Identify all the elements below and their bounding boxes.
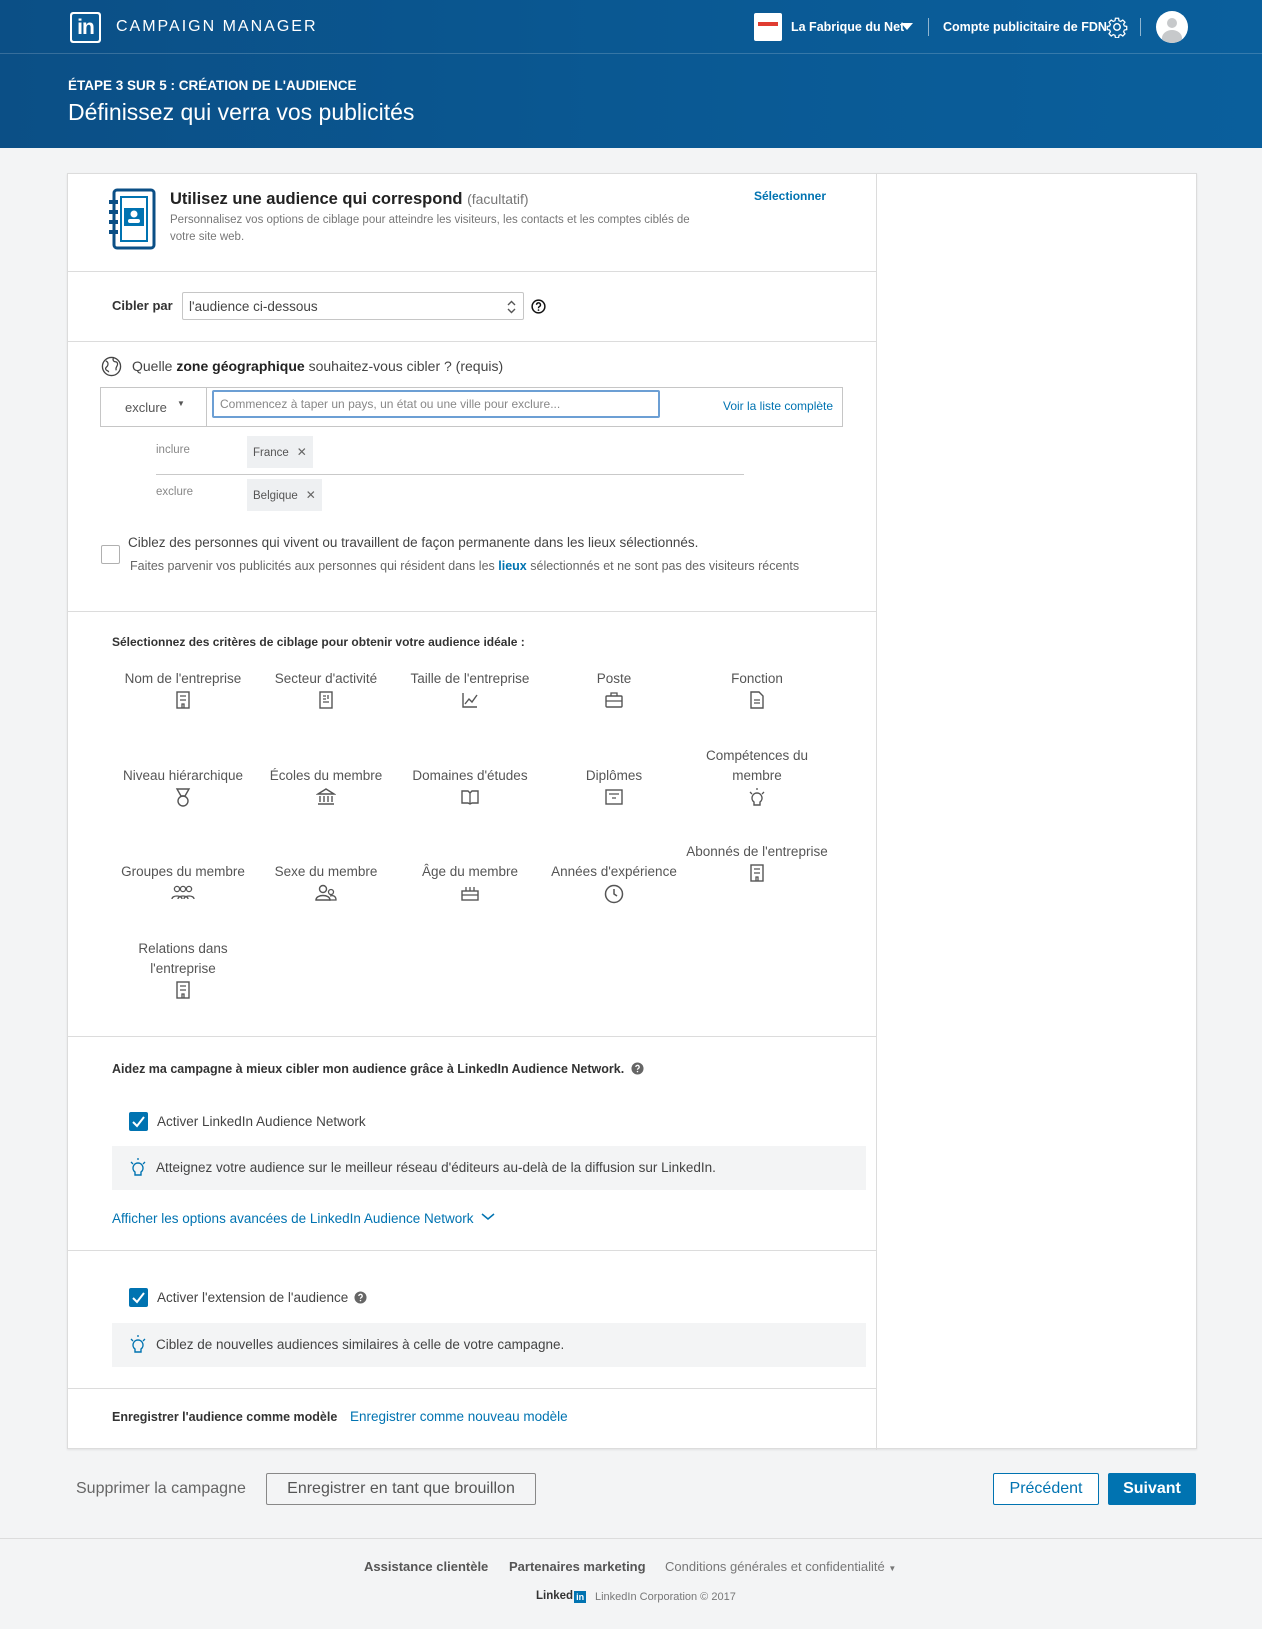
select-arrows-icon: [507, 300, 516, 314]
location-search-placeholder: Commencez à taper un pays, un état ou une ville pour exclure...: [220, 397, 561, 411]
account-switcher[interactable]: La Fabrique du Net: [791, 20, 905, 34]
book-icon: [460, 788, 480, 806]
location-search-input[interactable]: [212, 390, 660, 418]
criteria-groups[interactable]: Groupes du membre: [108, 862, 258, 902]
audience-network-checkbox[interactable]: [129, 1112, 148, 1131]
permanent-location-desc: Faites parvenir vos publicités aux personnes qui résident dans les lieux sélectionnés et ne sont pas des visiteurs récents: [130, 559, 800, 573]
chevron-down-icon: [481, 1213, 495, 1221]
permanent-location-label: Ciblez des personnes qui vivent ou travaillent de façon permanente dans les lieux sélectionnés.: [128, 535, 699, 550]
matched-audience-desc-2: votre site web.: [170, 231, 245, 243]
full-list-link[interactable]: Voir la liste complète: [723, 399, 834, 413]
audience-expansion-tip-text: Ciblez de nouvelles audiences similaires à celle de votre campagne.: [156, 1337, 565, 1352]
exclude-tag-label: Belgique: [253, 490, 298, 502]
contact-book-icon: [108, 188, 158, 250]
next-button[interactable]: Suivant: [1108, 1473, 1196, 1505]
ad-account-name[interactable]: Compte publicitaire de FDN: [943, 20, 1107, 34]
briefcase-icon: [604, 691, 624, 709]
criteria-experience[interactable]: Années d'expérience: [539, 862, 689, 904]
save-template-link[interactable]: Enregistrer comme nouveau modèle: [350, 1409, 568, 1424]
people-icon: [315, 884, 337, 902]
target-by-label: Cibler par: [112, 298, 173, 313]
location-question: Quelle zone géographique souhaitez-vous cibler ? (requis): [132, 358, 504, 374]
audience-expansion-checkbox[interactable]: [129, 1288, 148, 1307]
top-banner: [0, 0, 1262, 148]
gear-icon[interactable]: [1106, 16, 1128, 38]
exclude-label: exclure: [156, 486, 194, 498]
medal-icon: [175, 788, 191, 808]
include-tag-label: France: [253, 447, 289, 459]
industry-icon: [318, 691, 334, 709]
step-indicator: ÉTAPE 3 SUR 5 : CRÉATION DE L'AUDIENCE: [68, 78, 357, 93]
footer-terms-link[interactable]: Conditions générales et confidentialité ▼: [665, 1559, 897, 1574]
save-draft-button[interactable]: Enregistrer en tant que brouillon: [266, 1473, 536, 1505]
criteria-heading: Sélectionnez des critères de ciblage pour obtenir votre audience idéale :: [112, 635, 525, 649]
lightbulb-icon: [747, 788, 767, 808]
select-audience-link[interactable]: Sélectionner: [754, 189, 827, 203]
account-logo: [754, 13, 782, 41]
advanced-options-link[interactable]: Afficher les options avancées de LinkedIn Audience Network: [112, 1211, 495, 1226]
audience-expansion-tip: [112, 1323, 866, 1367]
help-icon[interactable]: [631, 1062, 644, 1075]
clock-icon: [604, 884, 624, 904]
criteria-age[interactable]: Âge du membre: [395, 862, 545, 902]
caret-down-icon: ▼: [888, 1564, 897, 1573]
criteria-fields-of-study[interactable]: Domaines d'études: [395, 766, 545, 806]
audience-network-heading: Aidez ma campagne à mieux cibler mon audience grâce à LinkedIn Audience Network.: [112, 1062, 644, 1076]
criteria-industry[interactable]: Secteur d'activité: [251, 669, 401, 709]
lightbulb-icon: [128, 1157, 148, 1179]
criteria-gender[interactable]: Sexe du membre: [251, 862, 401, 902]
criteria-connections[interactable]: Relations dans l'entreprise: [108, 939, 258, 999]
linkedin-in-icon: in: [72, 14, 99, 41]
include-tag: [247, 436, 313, 468]
criteria-degrees[interactable]: Diplômes: [539, 766, 689, 806]
avatar[interactable]: [1156, 11, 1188, 43]
matched-audience-title: Utilisez une audience qui correspond: [170, 190, 463, 208]
previous-button[interactable]: Précédent: [993, 1473, 1099, 1505]
close-icon[interactable]: ✕: [296, 445, 307, 459]
degree-icon: [604, 788, 624, 806]
audience-network-tip-text: Atteignez votre audience sur le meilleur réseau d'éditeurs au-delà de la diffusion sur LinkedIn.: [156, 1160, 716, 1175]
exclude-tag: [247, 479, 322, 511]
criteria-job-title[interactable]: Poste: [539, 669, 689, 709]
location-input-row: [100, 387, 843, 427]
chart-trend-icon: [461, 691, 479, 709]
location-mode-value: exclure: [125, 400, 167, 415]
school-icon: [316, 788, 336, 806]
target-by-value: l'audience ci-dessous: [189, 299, 318, 314]
brand-title: CAMPAIGN MANAGER: [116, 18, 318, 35]
audience-network-tip: [112, 1146, 866, 1190]
nav-bar: [0, 0, 1262, 54]
close-icon[interactable]: ✕: [305, 488, 316, 502]
criteria-company-name[interactable]: Nom de l'entreprise: [108, 669, 258, 709]
criteria-company-size[interactable]: Taille de l'entreprise: [395, 669, 545, 709]
building-icon: [175, 981, 191, 999]
lightbulb-icon: [128, 1334, 148, 1356]
caret-down-icon: ▼: [177, 399, 185, 408]
footer-copyright: LinkedIn Corporation © 2017: [595, 1591, 736, 1603]
page-title: Définissez qui verra vos publicités: [68, 99, 415, 125]
footer-partners-link[interactable]: Partenaires marketing: [509, 1559, 646, 1574]
linkedin-logo[interactable]: [70, 12, 101, 43]
audience-expansion-label: Activer l'extension de l'audience: [157, 1290, 367, 1305]
criteria-schools[interactable]: Écoles du membre: [251, 766, 401, 806]
audience-card: [67, 173, 1197, 1449]
location-mode-dropdown[interactable]: [101, 388, 207, 426]
criteria-seniority[interactable]: Niveau hiérarchique: [108, 766, 258, 808]
permanent-location-checkbox[interactable]: [101, 545, 120, 564]
help-icon[interactable]: [531, 299, 546, 314]
delete-campaign-button[interactable]: Supprimer la campagne: [76, 1480, 246, 1497]
criteria-job-function[interactable]: Fonction: [682, 669, 832, 709]
optional-label: (facultatif): [467, 191, 529, 207]
audience-network-label: Activer LinkedIn Audience Network: [157, 1114, 366, 1129]
chevron-down-icon[interactable]: [901, 23, 913, 30]
target-by-select[interactable]: [182, 292, 524, 320]
matched-audience-desc-1: Personnalisez vos options de ciblage pour atteindre les visiteurs, les contacts et les comptes ciblés de: [170, 214, 690, 226]
linkedin-in-icon: in: [576, 1592, 585, 1602]
footer-support-link[interactable]: Assistance clientèle: [364, 1559, 489, 1574]
document-icon: [749, 691, 765, 709]
globe-icon: [101, 356, 122, 377]
building-icon: [175, 691, 191, 709]
template-label: Enregistrer l'audience comme modèle: [112, 1410, 338, 1424]
help-icon[interactable]: [354, 1291, 367, 1304]
include-label: inclure: [156, 444, 190, 456]
group-icon: [171, 884, 195, 902]
building-icon: [749, 864, 765, 882]
criteria-followers[interactable]: Abonnés de l'entreprise: [682, 842, 832, 882]
locations-link[interactable]: lieux: [498, 559, 527, 573]
cake-icon: [460, 884, 480, 902]
footer-linkedin-logo: Linked in: [536, 1590, 585, 1602]
criteria-skills[interactable]: Compétences du membre: [682, 746, 832, 808]
